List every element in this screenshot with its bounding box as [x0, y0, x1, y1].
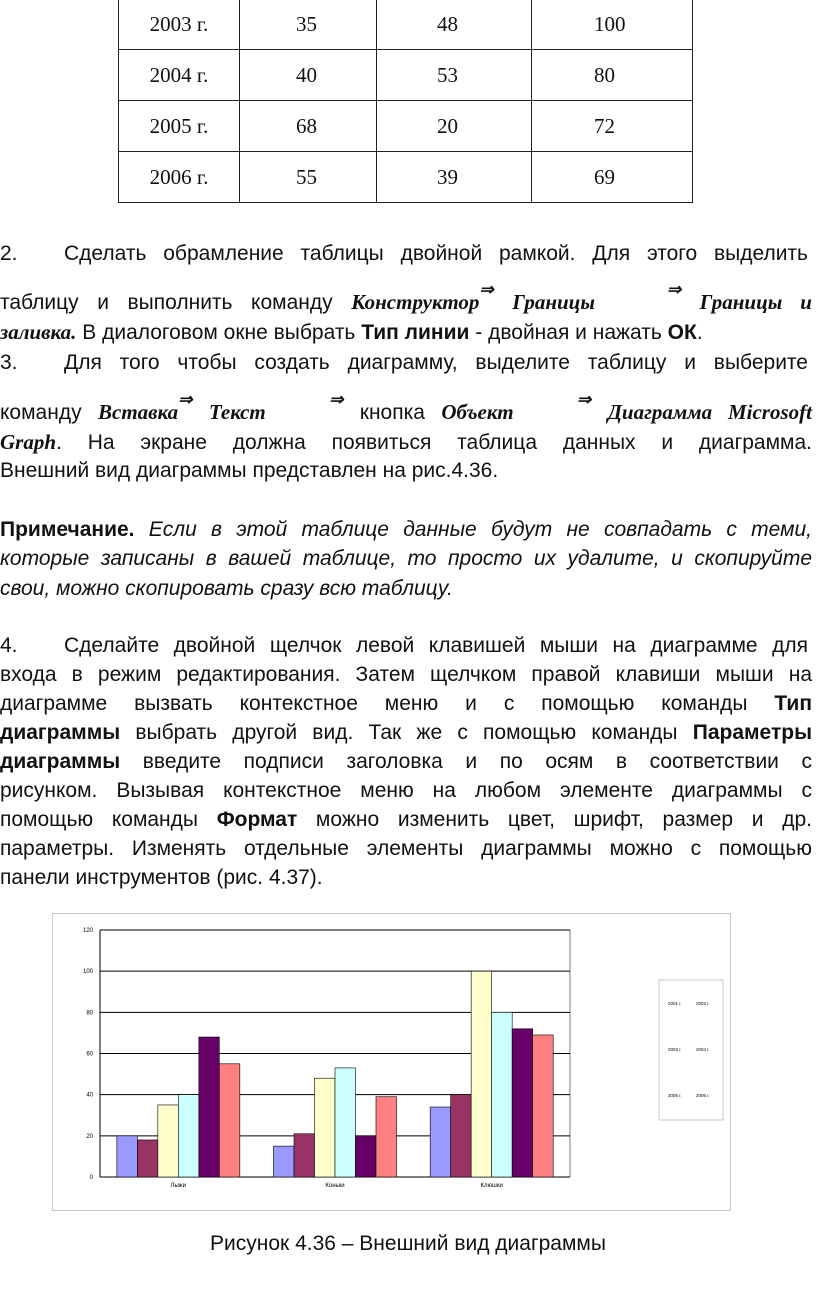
cmd-graph: Graph	[0, 430, 57, 454]
y-tick-label: 100	[82, 969, 93, 976]
cmd-diagramma: Диаграмма Microsoft	[607, 400, 812, 424]
step2-text2: таблицу и выполнить команду	[0, 291, 333, 314]
bar	[199, 1037, 220, 1177]
bar	[376, 1097, 397, 1177]
bar	[512, 1029, 533, 1177]
bold-tip-linii: Тип линии	[361, 321, 470, 344]
table-cell: 2003 г.	[119, 0, 240, 50]
step2-line2	[0, 280, 812, 315]
table-cell: 53	[377, 50, 532, 101]
bar	[335, 1068, 356, 1177]
step3-line4: Внешний вид диаграммы представлен на рис.4.36.	[0, 459, 499, 482]
arrow-icon: ⇒	[576, 390, 592, 409]
table-cell: 2006 г.	[119, 152, 240, 203]
step2-text1: Сделать обрамление таблицы двойной рамкой. Для этого выделить	[64, 242, 808, 265]
y-tick-label: 0	[89, 1175, 93, 1181]
note-line1: Примечание. Если в этой таблице данные будут не совпадать с теми,	[0, 518, 812, 541]
note-line3: свои, можно скопировать сразу всю таблицу.	[0, 577, 453, 600]
cmd-obekt: Объект ⇒	[441, 390, 592, 424]
arrow-icon: ⇒	[666, 280, 682, 299]
table-cell: 69	[532, 152, 693, 203]
y-tick-label: 80	[86, 1010, 93, 1017]
cmd-granitsy-zalivka: Границы и	[699, 290, 812, 314]
table-row	[119, 101, 693, 152]
y-tick-label: 60	[86, 1051, 93, 1058]
table-cell: 40	[240, 50, 377, 101]
y-tick-label: 20	[86, 1133, 93, 1140]
step4-line9: панели инструментов (рис. 4.37).	[0, 866, 323, 889]
step3-number: 3.	[0, 351, 18, 374]
step4-line6: рисунком. Вызывая контекстное меню на любом элементе диаграммы с	[0, 779, 812, 802]
bar	[219, 1064, 240, 1177]
document-page: 2003 г. 35 48 100 2004 г. 40 53 80 2005 г. 68 20 72 2006 г. 55 39 69 2. Сделать обрамление таблицы двойной рамкой. Для этого выделить таблицу и выполнить команду Конструктор⇒ Границы ⇒ Границы и заливка. В диалоговом окне выбрать Тип линии - двойная и нажать ОК. 3. Для того чтобы создать диаграмму, выделите таблицу и выберите команду Вставка⇒ Текст ⇒ кнопка Объект ⇒ Диаграмма Microsoft Graph. На экране должна появиться таблица данных и диаграмма. Внешний вид диаграммы представлен на рис.4.36. Примечание. Если в этой таблице данные будут не совпадать с теми, которые записаны в вашей таблице, то просто их удалите, и скопируйте свои, можно скопировать сразу всю таблицу. 4. Сделайте двойной щелчок левой клавишей мыши на диаграмме для входа в режим редактирования. Затем щелчком правой клавиши мыши на диаграмме вызвать контекстное меню и с помощью команды Тип диаграммы выбрать другой вид. Так же с помощью команды Параметры диаграммы введите подписи заголовка и по осям в соответствии с рисунком. Вызывая контекстное меню на любом элементе диаграммы с помощью команды Формат можно изменить цвет, шрифт, размер и др. параметры. Изменять отдельные элементы диаграммы можно с помощью панели инструментов (рис. 4.37). 0 20 40 60 80 100 120 Лыжи Коньки Клюшки 2001 г. 2002 г. 2003 г. 2004 г. 2005 г. 2006 г. Рисунок 4.36 – Внешний вид диаграммы	[0, 0, 816, 1300]
legend-label: 2003 г.	[668, 1047, 682, 1052]
step4-line3: диаграмме вызвать контекстное меню и с помощью команды Тип	[0, 692, 812, 715]
x-tick-label: Лыжи	[170, 1183, 187, 1189]
chart-frame	[52, 913, 731, 1211]
table-cell: 2004 г.	[119, 50, 240, 101]
step4-number: 4.	[0, 634, 18, 657]
bar	[492, 1012, 512, 1177]
arrow-icon: ⇒	[329, 390, 344, 409]
cmd-granitsy: Границы ⇒	[512, 280, 682, 314]
step4-line4: диаграммы выбрать другой вид. Так же с помощью команды Параметры	[0, 721, 812, 744]
arrow-icon: ⇒	[178, 390, 193, 409]
table-cell: 48	[377, 0, 532, 50]
bar-chart	[53, 914, 730, 1210]
cmd-vstavka: Вставка⇒	[98, 390, 193, 424]
bar	[471, 971, 492, 1177]
table-row	[119, 152, 693, 203]
table-row	[119, 50, 693, 101]
cmd-zalivka: заливка.	[0, 320, 77, 344]
table-cell: 20	[377, 101, 532, 152]
y-tick-label: 120	[82, 928, 93, 934]
table-cell: 2005 г.	[119, 101, 240, 152]
bar	[117, 1136, 138, 1177]
bar	[274, 1146, 295, 1177]
table-cell: 39	[377, 152, 532, 203]
cmd-tekst: Текст ⇒	[208, 390, 344, 424]
figure-caption: Рисунок 4.36 – Внешний вид диаграммы	[210, 1232, 606, 1255]
data-table	[118, 0, 693, 203]
step2-line3: заливка. В диалоговом окне выбрать Тип линии - двойная и нажать ОК.	[0, 320, 703, 344]
bar	[315, 1078, 336, 1177]
step4-line2: входа в режим редактирования. Затем щелчком правой клавиши мыши на	[0, 663, 812, 686]
step3-line2: команду Вставка⇒ Текст ⇒ кнопка Объект ⇒ Диаграмма Microsoft	[0, 390, 812, 424]
note-line2: которые записаны в вашей таблице, то просто их удалите, и скопируйте	[0, 547, 812, 570]
step4-line5: диаграммы введите подписи заголовка и по осям в соответствии с	[0, 750, 812, 773]
legend-label: 2005 г.	[668, 1093, 682, 1098]
step2-number: 2.	[0, 242, 18, 265]
cmd-konstruktor: Конструктор⇒	[351, 280, 494, 314]
step4-line8: параметры. Изменять отдельные элементы диаграммы можно с помощью	[0, 837, 812, 860]
note-label: Примечание.	[0, 518, 135, 541]
legend-label: 2004 г.	[696, 1047, 710, 1052]
table-row	[119, 0, 693, 50]
legend-label: 2006 г.	[696, 1093, 710, 1098]
step3-text1: Для того чтобы создать диаграмму, выделите таблицу и выберите	[64, 351, 808, 374]
bar	[178, 1095, 199, 1177]
legend-label: 2001 г.	[668, 1001, 682, 1006]
x-tick-label: Коньки	[325, 1183, 345, 1189]
legend-label: 2002 г.	[696, 1001, 710, 1006]
bar	[451, 1095, 472, 1177]
table-cell: 55	[240, 152, 377, 203]
y-tick-label: 40	[86, 1092, 93, 1099]
table-cell: 100	[532, 0, 693, 50]
step4-line7: помощью команды Формат можно изменить цвет, шрифт, размер и др.	[0, 808, 812, 831]
table-cell: 68	[240, 101, 377, 152]
bar	[294, 1134, 315, 1177]
bar	[158, 1105, 179, 1177]
bar	[430, 1107, 451, 1177]
bold-ok: ОК	[667, 321, 697, 344]
x-tick-label: Клюшки	[480, 1183, 503, 1189]
bar	[137, 1140, 158, 1177]
table-cell: 72	[532, 101, 693, 152]
arrow-icon: ⇒	[479, 280, 494, 299]
bar	[533, 1035, 554, 1177]
table-cell: 35	[240, 0, 377, 50]
bar	[356, 1136, 377, 1177]
step3-line3: Graph. На экране должна появиться таблица данных и диаграмма.	[0, 430, 812, 454]
table-cell: 80	[532, 50, 693, 101]
